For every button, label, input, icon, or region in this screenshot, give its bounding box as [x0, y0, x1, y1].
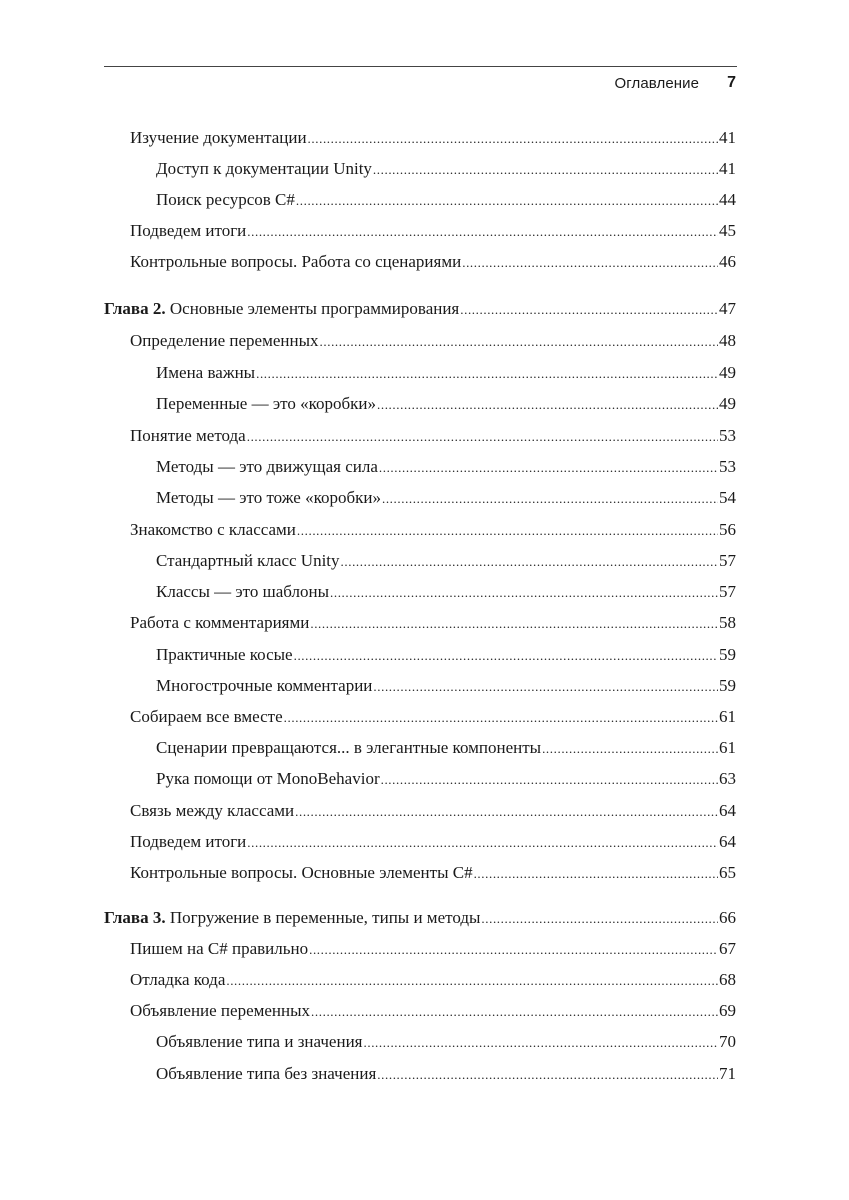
leader-dots	[381, 767, 718, 792]
toc-page-number: 59	[719, 676, 736, 695]
toc-page-number: 53	[719, 426, 736, 445]
toc-page-number: 46	[719, 252, 736, 271]
toc-entry[interactable]: Объявление переменных ..... 69	[130, 999, 736, 1023]
toc-page-number: 57	[719, 582, 736, 601]
toc-entry[interactable]: Доступ к документации Unity ..... 41	[156, 157, 736, 181]
leader-dots	[330, 580, 718, 605]
toc-page-number: 64	[719, 832, 736, 851]
leader-dots	[296, 188, 718, 213]
toc-entry[interactable]: Контрольные вопросы. Работа со сценариями ..... 46	[130, 250, 736, 274]
toc-entry[interactable]: Стандартный класс Unity ..... 57	[156, 549, 736, 573]
toc-page-number: 59	[719, 645, 736, 664]
toc-page-number: 53	[719, 457, 736, 476]
leader-dots	[247, 219, 718, 244]
toc-page-number: 58	[719, 613, 736, 632]
header-page-number: 7	[727, 74, 736, 91]
toc-page-number: 47	[719, 299, 736, 318]
leader-dots	[297, 518, 718, 543]
leader-dots	[377, 392, 718, 417]
toc-entry[interactable]: Рука помощи от MonoBehavior ..... 63	[156, 767, 736, 791]
toc-page-number: 69	[719, 1001, 736, 1020]
toc-page-number: 54	[719, 488, 736, 507]
toc-entry[interactable]: Подведем итоги ..... 64	[130, 830, 736, 854]
toc-page-number: 71	[719, 1064, 736, 1083]
leader-dots	[364, 1030, 719, 1055]
leader-dots	[226, 968, 718, 993]
toc-entry[interactable]: Пишем на C# правильно ..... 67	[130, 937, 736, 961]
toc-entry[interactable]: Собираем все вместе ..... 61	[130, 705, 736, 729]
leader-dots	[462, 250, 718, 275]
toc-entry[interactable]: Знакомство с классами ..... 56	[130, 518, 736, 542]
toc-entry[interactable]: Подведем итоги ..... 45	[130, 219, 736, 243]
leader-dots	[247, 830, 718, 855]
toc-page-number: 41	[719, 159, 736, 178]
header-title: Оглавление	[614, 74, 700, 92]
leader-dots	[308, 126, 718, 151]
toc-entry[interactable]: Имена важны ..... 49	[156, 361, 736, 385]
toc-entry[interactable]: Сценарии превращаются... в элегантные компоненты ..... 61	[156, 736, 736, 760]
leader-dots	[294, 643, 718, 668]
toc-page-number: 61	[719, 707, 736, 726]
toc-page-number: 64	[719, 801, 736, 820]
toc-entry[interactable]: Объявление типа и значения ..... 70	[156, 1030, 736, 1054]
toc-page-number: 44	[719, 190, 736, 209]
toc-entry[interactable]: Связь между классами ..... 64	[130, 799, 736, 823]
leader-dots	[373, 157, 718, 182]
toc-page-number: 63	[719, 769, 736, 788]
toc-entry[interactable]: Переменные — это «коробки» ..... 49	[156, 392, 736, 416]
leader-dots	[310, 611, 718, 636]
leader-dots	[311, 999, 718, 1024]
chapter-label: Глава 2.	[104, 299, 166, 318]
toc-entry[interactable]: Классы — это шаблоны ..... 57	[156, 580, 736, 604]
toc-page-number: 56	[719, 520, 736, 539]
toc-page-number: 67	[719, 939, 736, 958]
toc-page-number: 57	[719, 551, 736, 570]
toc-entry[interactable]: Контрольные вопросы. Основные элементы C# ..... 65	[130, 861, 736, 885]
leader-dots	[256, 361, 718, 386]
toc-entry[interactable]: Отладка кода ..... 68	[130, 968, 736, 992]
leader-dots	[320, 329, 718, 354]
leader-dots	[382, 486, 718, 511]
toc-chapter-entry[interactable]: Глава 2. Основные элементы программирования ..... 47	[104, 297, 736, 321]
toc-entry[interactable]: Многострочные комментарии ..... 59	[156, 674, 736, 698]
leader-dots	[341, 549, 718, 574]
toc-page-number: 70	[719, 1032, 736, 1051]
toc-entry[interactable]: Практичные косые ..... 59	[156, 643, 736, 667]
toc-entry[interactable]: Методы — это движущая сила ..... 53	[156, 455, 736, 479]
toc-page-number: 49	[719, 363, 736, 382]
toc-entry[interactable]: Изучение документации ..... 41	[130, 126, 736, 150]
toc-page-number: 48	[719, 331, 736, 350]
leader-dots	[474, 861, 718, 886]
toc-page-number: 68	[719, 970, 736, 989]
toc-entry[interactable]: Понятие метода ..... 53	[130, 424, 736, 448]
leader-dots	[377, 1062, 718, 1087]
toc-page-number: 45	[719, 221, 736, 240]
leader-dots	[460, 297, 718, 322]
chapter-label: Глава 3.	[104, 908, 166, 927]
toc-page-number: 66	[719, 908, 736, 927]
toc-chapter-entry[interactable]: Глава 3. Погружение в переменные, типы и методы ..... 66	[104, 906, 736, 930]
leader-dots	[284, 705, 718, 730]
leader-dots	[379, 455, 718, 480]
leader-dots	[309, 937, 718, 962]
toc-page-number: 41	[719, 128, 736, 147]
toc-entry[interactable]: Определение переменных ..... 48	[130, 329, 736, 353]
toc-page-number: 61	[719, 738, 736, 757]
toc-page-number: 65	[719, 863, 736, 882]
toc-page-number: 49	[719, 394, 736, 413]
leader-dots	[481, 906, 718, 931]
toc-entry[interactable]: Объявление типа без значения ..... 71	[156, 1062, 736, 1086]
leader-dots	[373, 674, 718, 699]
leader-dots	[542, 736, 718, 761]
leader-dots	[295, 799, 718, 824]
toc-entry[interactable]: Работа с комментариями ..... 58	[130, 611, 736, 635]
leader-dots	[247, 424, 718, 449]
toc-entry[interactable]: Методы — это тоже «коробки» ..... 54	[156, 486, 736, 510]
toc-entry[interactable]: Поиск ресурсов C# ..... 44	[156, 188, 736, 212]
